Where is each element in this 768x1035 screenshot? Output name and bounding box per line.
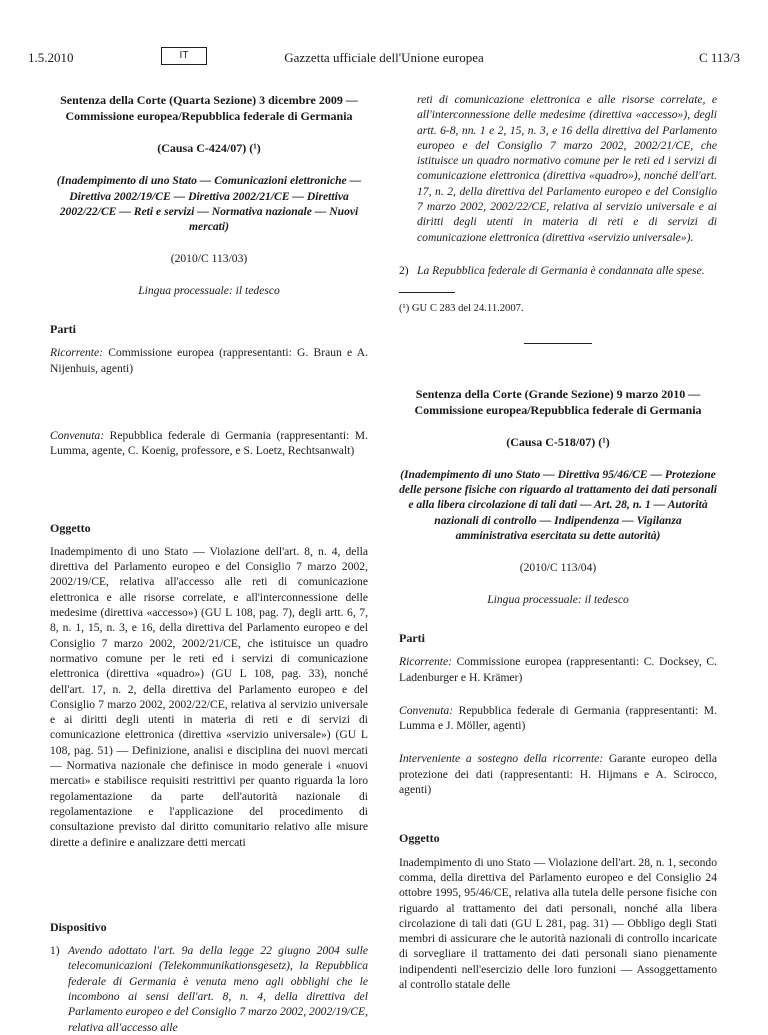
operative-point-number: 1) [50,944,60,958]
language-badge: IT [161,47,207,65]
judgment-title: Sentenza della Corte (Grande Sezione) 9 marzo 2010 — Commissione europea/Repubblica federale di Germania [414,386,702,417]
subject-text: Inadempimento di uno Stato — Violazione dell'art. 8, n. 4, della direttiva del Parlamento europeo e del Consiglio 7 marzo 2002, 2002/19/CE, relativa all'accesso alle reti di comunicazione elettronica e alle risorse correlate, e all'interconnessione delle medesime (direttiva «accesso») (GU L 108, pag. 7), degli artt. 6, 7, 8, n. 1, 15, n. 3, e 16, della direttiva del Parlamento europeo e del Consiglio 7 marzo 2002, 2002/21/CE, che istituisce un quadro normativo comune per le reti ed i servizi di comunicazione elettronica (direttiva «quadro») (GU L 108, pag. 33), nonché dell'art. 17, n. 2, della direttiva del Parlamento europeo e del Consiglio 7 marzo 2002, 2002/22/CE, relativa al servizio universale e ai diritti degli utenti in materia di reti e di servizi di comunicazione elettronica (direttiva «servizio universale») (GU L 108, pag. 51) — Definizione, analisi e disciplina dei nuovi mercati — Normativa nazionale che definisce in modo generale i «nuovi mercati» e stabilisce requisiti restrittivi per quanto riguarda la loro regolamentazione da parte dell'autorità nazionale di regolamentazione e l'applicazione del procedimento di consultazione previsto dal diritto comunitario relativo alle misure dirette a definire e analizzare detti mercati [50,544,368,849]
operative-point-1 [50,943,368,1035]
procedural-language: Lingua processuale: il tedesco [487,592,629,606]
defendant-text: Repubblica federale di Germania (rappresentanti: M. Lumma, agente, C. Koenig, professore, e S. Loetz, Rechtsanwalt) [50,428,368,458]
subject-text: Inadempimento di uno Stato — Violazione dell'art. 28, n. 1, secondo comma, della direttiva del Parlamento europeo e del Consiglio 24 ottobre 1995, 95/46/CE, relativa alla tutela delle persone fisiche con riguardo al trattamento dei dati personali, nonché alla libera circolazione di tali dati (GU L 281, pag. 31) — Obbligo degli Stati membri di assicurare che le autorità nazionali di controllo incaricate di sorvegliare il trattamento dei dati personali siano pienamente indipendenti nell'esercizio delle loro funzioni — Assoggettamento al controllo statale delle [399,855,718,991]
case-subject: (Inadempimento di uno Stato — Comunicazioni elettroniche — Direttiva 2002/19/CE — Direttiva 2002/21/CE — Direttiva 2002/22/CE — Reti e servizi — Normativa nazionale — Nuovi mercati) [56,174,362,234]
parties-heading: Parti [50,322,76,337]
operative-point-1-continued [399,92,717,245]
defendant [50,428,368,459]
applicant-label: Ricorrente: [399,655,453,669]
intervener-label: Interveniente a sostegno della ricorrente: [399,752,604,766]
section-separator [524,343,592,344]
parties-heading: Parti [399,630,425,645]
journal-title: Gazzetta ufficiale dell'Unione europea [284,50,484,65]
operative-point-2 [399,263,717,278]
judgment-title: Sentenza della Corte (Quarta Sezione) 3 dicembre 2009 — Commissione europea/Repubblica federale di Germania [60,93,358,123]
procedural-language: Lingua processuale: il tedesco [138,283,280,297]
operative-point-text: reti di comunicazione elettronica e alle risorse correlate, e all'interconnessione delle medesime (direttiva «accesso»), degli artt. 6-8, nn. 1 e 2, 15, n. 3, e 16 della direttiva del Parlamento europeo e del Consiglio 7 marzo 2002, 2002/21/CE, che istituisce un quadro normativo comune per le reti ed i servizi di comunicazione elettronica (direttiva «quadro»), nonché dell'art. 17, n. 2, della direttiva del Parlamento europeo e del Consiglio 7 marzo 2002, 2002/22/CE, relativa al servizio universale e ai diritti degli utenti in materia di reti e di servizi di comunicazione elettronica (direttiva «servizio universale»). [417,93,717,244]
intervener-text: Garante europeo della protezione dei dati (rappresentanti: H. Hijmans e A. Scirocco, agenti) [399,752,717,797]
applicant-label: Ricorrente: [50,346,104,360]
indent-spacer [399,92,417,245]
operative-point-text: La Repubblica federale di Germania è condannata alle spese. [417,263,705,277]
defendant [399,703,717,734]
page-reference: C 113/3 [698,50,740,65]
subject-heading: Oggetto [50,520,91,535]
applicant-text: Commissione europea (rappresentanti: C. Docksey, C. Ladenburger e H. Krämer) [399,655,717,684]
defendant-label: Convenuta: [399,703,454,717]
applicant [399,654,717,685]
footnote-rule [399,292,455,293]
operative-part-heading: Dispositivo [50,919,107,934]
subject-heading: Oggetto [399,831,440,846]
page-header [28,50,740,70]
case-number: (Causa C-424/07) (¹) [157,141,261,155]
publication-date: 1.5.2010 [28,50,74,65]
case-number: (Causa C-518/07) (¹) [506,434,610,449]
oj-reference: (2010/C 113/03) [170,252,248,266]
defendant-label: Convenuta: [50,428,105,442]
footnote: (¹) GU C 283 del 24.11.2007. [399,303,524,315]
left-column [50,92,368,1035]
oj-reference: (2010/C 113/04) [519,561,597,575]
case-subject: (Inadempimento di uno Stato — Direttiva 95/46/CE — Protezione delle persone fisiche con riguardo al trattamento dei dati personali e alla libera circolazione di tali dati — Art. 28, n. 1 — Autorità nazionali di controllo — Indipendenza — Vigilanza amministrativa esercitata su dette autorità) [399,467,717,543]
defendant-text: Repubblica federale di Germania (rappresentanti: M. Lumma e J. Möller, agenti) [399,703,717,733]
right-column [399,92,717,992]
operative-point-number: 2) [399,263,409,277]
intervener [399,751,717,797]
applicant-text: Commissione europea (rappresentanti: G. Braun e A. Nijenhuis, agenti) [50,346,368,375]
operative-point-text: Avendo adottato l'art. 9a della legge 22 giugno 2004 sulle telecomunicazioni (Telekommunikationsgesetz), la Repubblica federale di Germania è venuta meno agli obblighi che le incombono ai sensi dell'art. 8, n. 4, della direttiva del Parlamento europeo e del Consiglio 7 marzo 2002, 2002/19/CE, relativa all'accesso alle [68,944,368,1034]
applicant [50,345,368,376]
